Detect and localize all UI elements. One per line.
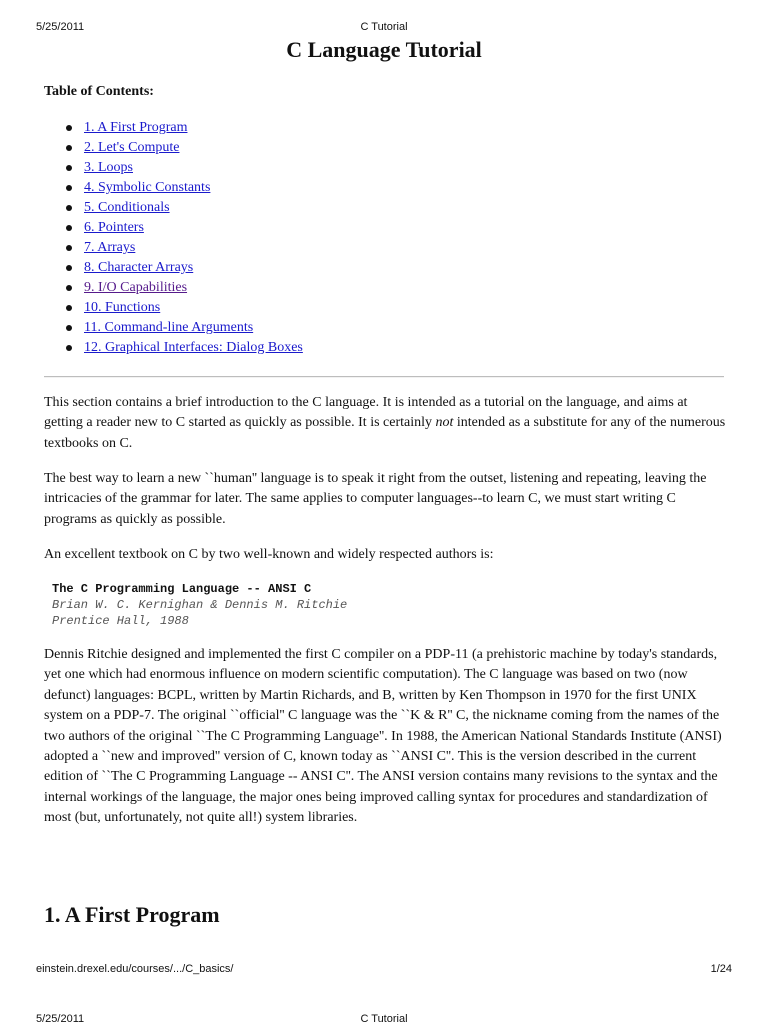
book-publisher: Prentice Hall, 1988 [52,614,189,628]
bullet-icon [66,225,72,231]
toc-heading: Table of Contents: [44,84,154,99]
history-paragraph: Dennis Ritchie designed and implemented the first C compiler on a PDP-11 (a prehistoric machine by today's standards, yet one which had enormous influence on modern scientific computation). The C language was based on two (now defunct) languages: BCPL, written by Martin Richards, and B, written by Ken Thompson in 1970 for the first UNIX system on a PDP-7. The original ``official'' C language was the ``K & R'' C, the nickname coming from the names of the two authors of the original ``The C Programming Language''. In 1988, the American National Standards Institute (ANSI) adopted a ``new and improved'' version of C, known today as ``ANSI C''. This is the version described in the current edition of ``The C Programming Language -- ANSI C''. The ANSI version contains many revisions to the syntax and the internal workings of the language, the major ones being improved calling syntax for procedures and standardization of most (but, unfortunately, not quite all!) system libraries. [44,647,722,826]
toc-link-functions[interactable]: 10. Functions [84,300,161,315]
bullet-icon [66,185,72,191]
toc-item [44,278,303,298]
learning-paragraph: The best way to learn a new ``human'' language is to speak it right from the outset, listening and repeating, leaving the intricacies of the grammar for later. The same applies to computer languages--to learn C, we must start writing C programs as quickly as possible. [44,471,707,527]
toc-item [44,238,303,258]
toc-item [44,138,303,158]
toc-item [44,318,303,338]
toc-list [44,118,303,358]
toc-item [44,338,303,358]
bullet-icon [66,245,72,251]
print-footer-page: 1/24 [710,963,732,975]
book-reference [52,581,347,629]
toc-link-arrays[interactable]: 7. Arrays [84,240,136,255]
toc-link-pointers[interactable]: 6. Pointers [84,220,144,235]
toc-link-io-capabilities[interactable]: 9. I/O Capabilities [84,280,188,295]
emphasis-not: not [435,415,454,431]
toc-item [44,198,303,218]
textbook-intro-paragraph: An excellent textbook on C by two well-known and widely respected authors is: [44,547,494,562]
bullet-icon [66,145,72,151]
intro-paragraph [44,393,728,454]
toc-item [44,258,303,278]
page-title: C Language Tutorial [286,37,482,62]
toc-item [44,218,303,238]
horizontal-rule [44,376,724,378]
toc-item [44,158,303,178]
toc-item [44,298,303,318]
print-header-date: 5/25/2011 [36,21,85,33]
toc-link-graphical-interfaces[interactable]: 12. Graphical Interfaces: Dialog Boxes [84,340,303,355]
toc-link-symbolic-constants[interactable]: 4. Symbolic Constants [84,180,211,195]
toc-item [44,178,303,198]
toc-link-lets-compute[interactable]: 2. Let's Compute [84,140,180,155]
intro-text-part: intended as a substitute for any of the numerous textbooks on C. [44,415,726,451]
bullet-icon [66,325,72,331]
bullet-icon [66,265,72,271]
intro-text-part: This section contains a brief introduction to the C language. It is intended as a tutorial on the language, and aims at getting a reader new to C started as quickly as possible. It is certainly [44,395,688,431]
bullet-icon [66,305,72,311]
next-page-header-date: 5/25/2011 [36,1013,85,1025]
bullet-icon [66,285,72,291]
bullet-icon [66,125,72,131]
bullet-icon [66,165,72,171]
print-footer-url: einstein.drexel.edu/courses/.../C_basics/ [36,963,234,975]
section-heading: 1. A First Program [44,902,220,927]
toc-link-conditionals[interactable]: 5. Conditionals [84,200,170,215]
toc-link-first-program[interactable]: 1. A First Program [84,120,188,135]
bullet-icon [66,345,72,351]
toc-link-loops[interactable]: 3. Loops [84,160,133,175]
print-header-title: C Tutorial [360,21,408,33]
toc-link-character-arrays[interactable]: 8. Character Arrays [84,260,194,275]
book-title: The C Programming Language -- ANSI C [52,582,312,596]
toc-item [44,118,303,138]
toc-link-command-line-arguments[interactable]: 11. Command-line Arguments [84,320,254,335]
book-authors: Brian W. C. Kernighan & Dennis M. Ritchie [52,598,348,612]
next-page-header-title: C Tutorial [360,1013,408,1025]
bullet-icon [66,205,72,211]
